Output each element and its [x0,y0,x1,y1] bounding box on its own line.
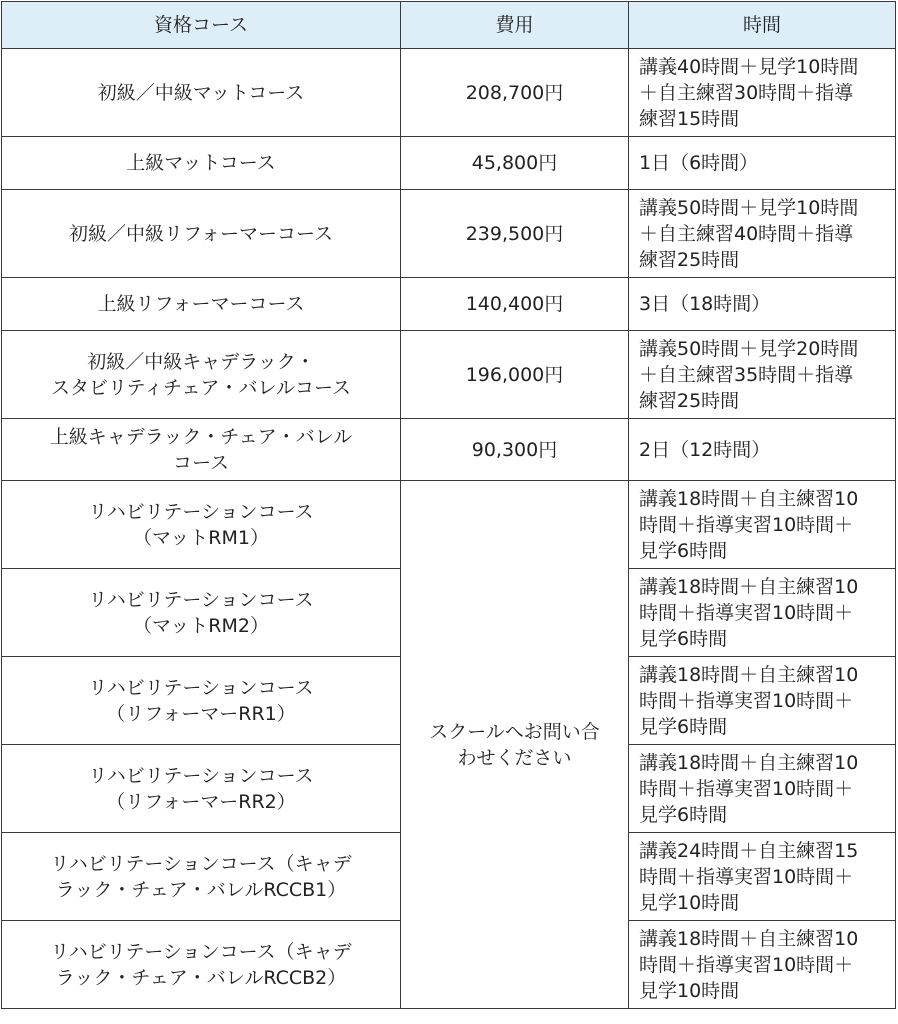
course-fee: 45,800円 [401,137,629,190]
course-table [1,1,896,1009]
table-row [2,49,896,137]
course-time: 講義18時間＋自主練習10 時間＋指導実習10時間＋ 見学6時間 [629,745,896,833]
course-fee: 90,300円 [401,419,629,481]
course-fee: 140,400円 [401,278,629,331]
course-name: リハビリテーションコース （マットRM2） [2,569,401,657]
course-time: 講義18時間＋自主練習10 時間＋指導実習10時間＋ 見学10時間 [629,921,896,1009]
course-name: 初級／中級キャデラック・ スタビリティチェア・バレルコース [2,331,401,419]
course-name: リハビリテーションコース （リフォーマーRR1） [2,657,401,745]
course-name: 上級マットコース [2,137,401,190]
header-row [2,2,896,49]
course-time: 1日（6時間） [629,137,896,190]
course-time: 2日（12時間） [629,419,896,481]
course-name: リハビリテーションコース（キャデ ラック・チェア・バレルRCCB2） [2,921,401,1009]
course-time: 講義24時間＋自主練習15 時間＋指導実習10時間＋ 見学10時間 [629,833,896,921]
course-name: リハビリテーションコース （マットRM1） [2,481,401,569]
course-time: 講義50時間＋見学20時間 ＋自主練習35時間＋指導 練習25時間 [629,331,896,419]
course-name: リハビリテーションコース（キャデ ラック・チェア・バレルRCCB1） [2,833,401,921]
course-time: 講義18時間＋自主練習10 時間＋指導実習10時間＋ 見学6時間 [629,481,896,569]
course-fee: 208,700円 [401,49,629,137]
table-row [2,331,896,419]
course-time: 3日（18時間） [629,278,896,331]
course-fee: 239,500円 [401,190,629,278]
header-course: 資格コース [2,2,401,49]
course-name: 初級／中級マットコース [2,49,401,137]
table-row [2,481,896,569]
merged-fee-cell: スクールへお問い合 わせください [401,481,629,1009]
course-name: 初級／中級リフォーマーコース [2,190,401,278]
course-name: 上級リフォーマーコース [2,278,401,331]
header-fee: 費用 [401,2,629,49]
table-row [2,137,896,190]
table-row [2,190,896,278]
course-time: 講義18時間＋自主練習10 時間＋指導実習10時間＋ 見学6時間 [629,657,896,745]
course-time: 講義50時間＋見学10時間 ＋自主練習40時間＋指導 練習25時間 [629,190,896,278]
course-name: 上級キャデラック・チェア・バレル コース [2,419,401,481]
header-time: 時間 [629,2,896,49]
table-row [2,278,896,331]
course-fee: 196,000円 [401,331,629,419]
course-name: リハビリテーションコース （リフォーマーRR2） [2,745,401,833]
course-time: 講義40時間＋見学10時間 ＋自主練習30時間＋指導 練習15時間 [629,49,896,137]
course-time: 講義18時間＋自主練習10 時間＋指導実習10時間＋ 見学6時間 [629,569,896,657]
table-row [2,419,896,481]
